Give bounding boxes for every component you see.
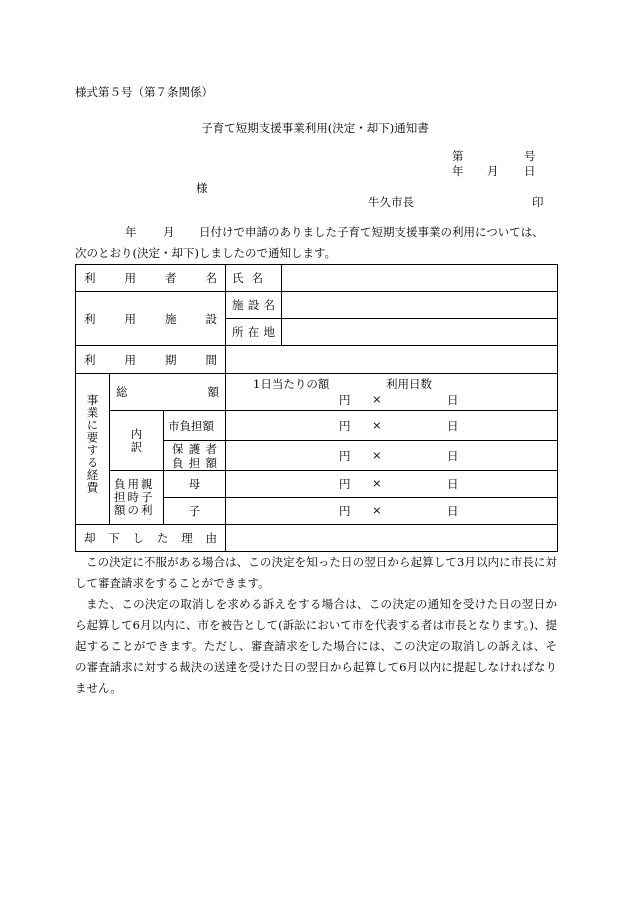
- number-label-suffix: 号: [524, 149, 536, 163]
- intro-month: 月: [163, 225, 175, 239]
- rejection-header: 却 下 し た 理 由: [76, 525, 226, 552]
- facility-name-label: 施 設 名: [226, 292, 282, 319]
- seal-mark: 印: [532, 195, 544, 209]
- location-value[interactable]: [282, 319, 558, 346]
- parent-burden-label: 負用親 担時子 額の利: [110, 471, 164, 525]
- form-number: 様式第５号（第７条関係）: [75, 85, 213, 99]
- mother-label: 母: [164, 471, 226, 498]
- appeal-notice: この決定に不服がある場合は、この決定を知った日の翌日から起算して3月以内に市長に対して審査請求をすることができます。: [75, 555, 557, 590]
- location-label: 所 在 地: [226, 319, 282, 346]
- lawsuit-notice: また、この決定の取消しを求める訴えをする場合は、この決定の通知を受けた日の翌日から起算して6月以内に、市を被告として(訴訟において市を代表する者は市長となります。)、提起することができます。ただし、審査請求をした場合には、この決定の取消しの訴えは、その審査請求に対する裁決の送達を受けた日の翌日から起算して6月以内に提起しなければなりません。: [75, 597, 557, 695]
- date-year-label: 年: [452, 164, 464, 178]
- period-value[interactable]: [226, 346, 558, 374]
- addressee-suffix: 様: [196, 181, 208, 195]
- total-value[interactable]: 1日当たりの額 利用日数 円 × 日: [226, 374, 558, 411]
- name-value[interactable]: [282, 265, 558, 292]
- name-label: 氏 名: [226, 265, 282, 292]
- guardian-burden-value[interactable]: 円 × 日: [226, 441, 558, 471]
- number-label-prefix: 第: [452, 149, 464, 163]
- intro-year: 年: [125, 225, 137, 239]
- date-month-label: 月: [487, 164, 499, 178]
- date-day-label: 日: [524, 164, 536, 178]
- facility-header: 利 用 施 設: [76, 292, 226, 346]
- user-name-header: 利 用 者 名: [76, 265, 226, 292]
- guardian-burden-label: 保 護 者 負 担 額: [164, 441, 226, 471]
- notification-table: [75, 264, 558, 552]
- child-value[interactable]: 円 × 日: [226, 498, 558, 525]
- breakdown-label: 内 訳: [110, 411, 164, 471]
- total-label: 総 額: [110, 374, 226, 411]
- rejection-value[interactable]: [226, 525, 558, 552]
- sender-name: 牛久市長: [368, 195, 414, 209]
- intro-text: 日付けで申請のありました子育て短期支援事業の利用については、: [199, 225, 544, 239]
- cost-header: 事業に要する経費: [76, 374, 110, 525]
- child-label: 子: [164, 498, 226, 525]
- document-title: 子育て短期支援事業利用(決定・却下)通知書: [201, 121, 429, 135]
- city-burden-label: 市負担額: [164, 411, 226, 441]
- mother-value[interactable]: 円 × 日: [226, 471, 558, 498]
- period-header: 利 用 期 間: [76, 346, 226, 374]
- facility-name-value[interactable]: [282, 292, 558, 319]
- intro-text-line2: 次のとおり(決定・却下)しましたので通知します。: [75, 246, 337, 260]
- city-burden-value[interactable]: 円 × 日: [226, 411, 558, 441]
